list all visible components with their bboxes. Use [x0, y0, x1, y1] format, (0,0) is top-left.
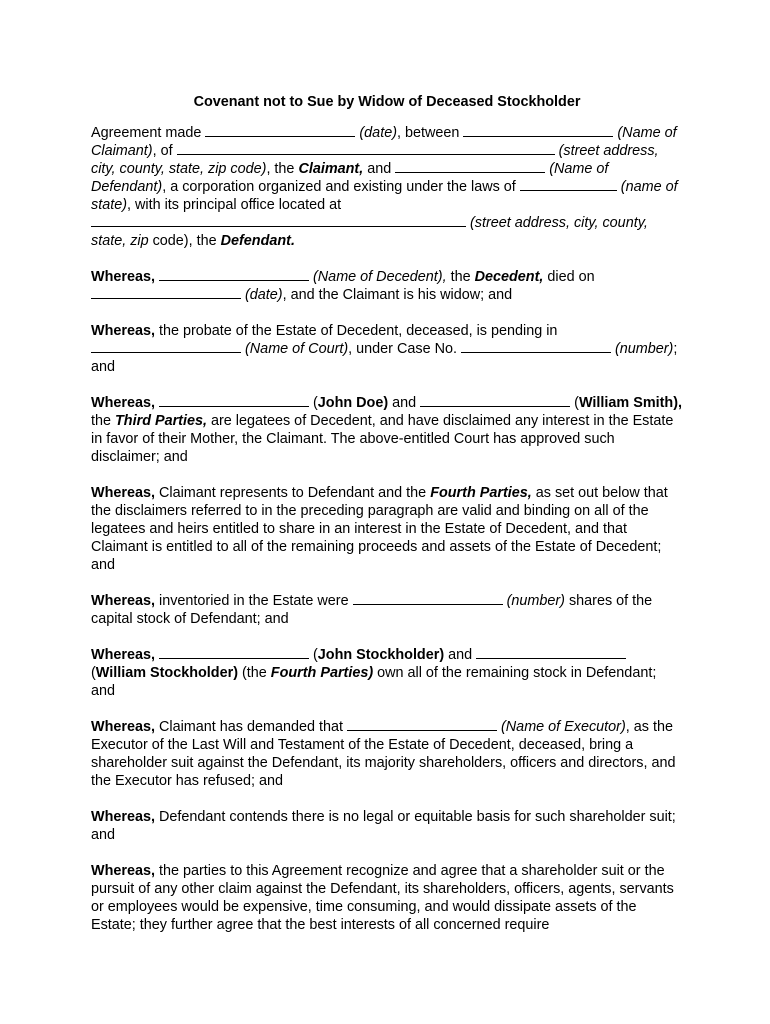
paragraph-whereas-demand [91, 718, 683, 790]
paragraph-agreement [91, 124, 683, 250]
term-claimant: Claimant, [298, 161, 364, 177]
blank-line[interactable] [91, 340, 241, 353]
blank-line[interactable] [159, 394, 309, 407]
whereas-label: Whereas, [91, 809, 155, 825]
text: ( [309, 395, 318, 411]
blank-line[interactable] [463, 124, 613, 137]
text: , the [266, 161, 299, 177]
field-hint: (street address, city, county, state, zip [91, 215, 648, 249]
term-third-parties: Third Parties, [115, 413, 207, 429]
text: Claimant represents to Defendant and the [155, 485, 431, 501]
field-hint: (name of state) [91, 179, 678, 213]
text: ; and [91, 341, 678, 375]
text: , and the Claimant is his widow; and [282, 287, 513, 303]
text: are legatees of Decedent, and have disclaimed any interest in the Estate in favor of their Mother, the Claimant. The above-entitled Court has approved such disclaimer; and [91, 413, 674, 465]
document-page [91, 93, 683, 952]
blank-line[interactable] [461, 340, 611, 353]
text: inventoried in the Estate were [155, 593, 353, 609]
whereas-label: Whereas, [91, 593, 155, 609]
field-hint: (Name of Defendant) [91, 161, 609, 195]
text: as set out below that the disclaimers referred to in the preceding paragraph are valid and binding on all of the legatees and heirs entitled to share in an interest in the Estate of Decedent, and that Claimant is entitled to all of the remaining proceeds and assets of the Estate of Decedent; and [91, 485, 668, 573]
text: ( [309, 647, 318, 663]
text: , a corporation organized and existing under the laws of [162, 179, 520, 195]
text: , with its principal office located at [127, 197, 342, 213]
whereas-label: Whereas, [91, 647, 155, 663]
paragraph-whereas-contends [91, 808, 683, 844]
blank-line[interactable] [177, 142, 555, 155]
whereas-label: Whereas, [91, 485, 155, 501]
name-john-stockholder: John Stockholder) [317, 647, 445, 663]
field-hint: (date) [245, 287, 283, 303]
text: code), the [148, 233, 221, 249]
field-hint: (number) [506, 593, 565, 609]
text: , between [396, 125, 464, 141]
term-fourth-parties: Fourth Parties) [270, 665, 374, 681]
whereas-label: Whereas, [91, 719, 155, 735]
text: the parties to this Agreement recognize and agree that a shareholder suit or the pursuit of any other claim against the Defendant, its shareholders, officers, agents, servants or employees would be expensive, time consuming, and would dissipate assets of the Estate; they further agree that the best interests of all concerned require [91, 863, 674, 933]
field-hint: (number) [614, 341, 674, 357]
whereas-label: Whereas, [91, 863, 155, 879]
text: and [363, 161, 396, 177]
term-fourth-parties: Fourth Parties, [430, 485, 532, 501]
blank-line[interactable] [347, 718, 497, 731]
text: , under Case No. [348, 341, 461, 357]
text: (the [238, 665, 271, 681]
name-john-doe: John Doe) [317, 395, 389, 411]
text: , as the Executor of the Last Will and Testament of the Estate of Decedent, deceased, bring a shareholder suit against the Defendant, its majority shareholders, officers and directors, and the Executor has refused; and [91, 719, 676, 789]
blank-line[interactable] [476, 646, 626, 659]
text: died on [543, 269, 595, 285]
paragraph-whereas-inventory [91, 592, 683, 628]
text: , of [152, 143, 177, 159]
text: shares of the capital stock of Defendant; and [91, 593, 653, 627]
text: and [388, 395, 421, 411]
blank-line[interactable] [159, 268, 309, 281]
paragraph-whereas-recognize [91, 862, 683, 934]
name-william-stockholder: William Stockholder) [95, 665, 238, 681]
blank-line[interactable] [420, 394, 570, 407]
field-hint: (Name of Claimant) [91, 125, 677, 159]
text: Defendant contends there is no legal or equitable basis for such shareholder suit; and [91, 809, 676, 843]
document-title: Covenant not to Sue by Widow of Deceased Stockholder [193, 94, 581, 110]
whereas-label: Whereas, [91, 395, 155, 411]
blank-line[interactable] [91, 214, 466, 227]
text: and [444, 647, 477, 663]
field-hint: (Name of Court) [245, 341, 349, 357]
field-hint: (street address, city, county, state, zip code) [91, 143, 659, 177]
text: ( [570, 395, 579, 411]
field-hint: (date) [359, 125, 397, 141]
name-william-smith: William Smith), [578, 395, 682, 411]
text: own all of the remaining stock in Defendant; and [91, 665, 657, 699]
blank-line[interactable] [520, 178, 617, 191]
text: the probate of the Estate of Decedent, deceased, is pending in [155, 323, 558, 339]
blank-line[interactable] [353, 592, 503, 605]
field-hint: (Name of Executor) [501, 719, 626, 735]
paragraph-whereas-third-parties [91, 394, 683, 466]
field-hint: (Name of Decedent), [313, 269, 447, 285]
blank-line[interactable] [205, 124, 355, 137]
term-defendant: Defendant. [220, 233, 295, 249]
text: the [446, 269, 475, 285]
whereas-label: Whereas, [91, 269, 155, 285]
text: Agreement made [91, 125, 206, 141]
paragraph-whereas-decedent [91, 268, 683, 304]
blank-line[interactable] [395, 160, 545, 173]
whereas-label: Whereas, [91, 323, 155, 339]
blank-line[interactable] [91, 286, 241, 299]
paragraph-whereas-fourth-parties [91, 484, 683, 574]
text: ( [91, 665, 96, 681]
text: the [91, 413, 116, 429]
blank-line[interactable] [159, 646, 309, 659]
text: Claimant has demanded that [155, 719, 347, 735]
paragraph-whereas-probate [91, 322, 683, 376]
term-decedent: Decedent, [474, 269, 544, 285]
paragraph-whereas-stockholders [91, 646, 683, 700]
